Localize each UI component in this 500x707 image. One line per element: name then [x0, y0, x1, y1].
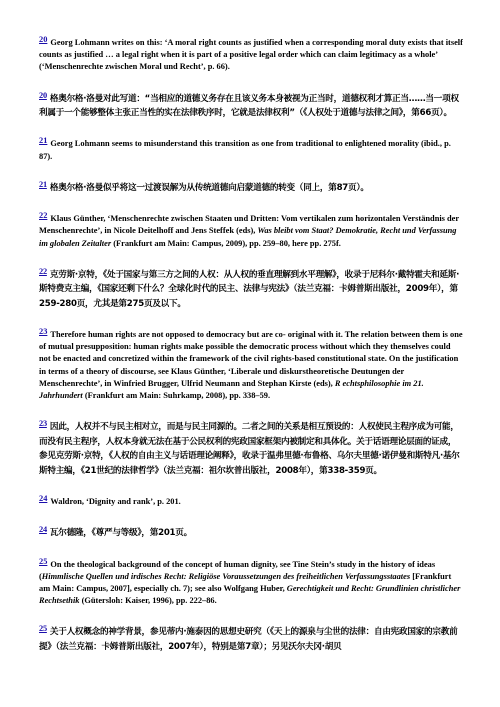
footnotes-page — [39, 34, 463, 669]
footnote-number-link[interactable]: 24 — [39, 525, 47, 535]
footnote-text: (Frankfurt am Main: Campus, 2009), pp. 259–80, here pp. 275f. — [111, 238, 341, 248]
footnote-number-link[interactable]: 24 — [39, 493, 48, 503]
footnote-22-en — [39, 210, 463, 250]
footnote-text: 因此，人权并不与民主相对立，而是与民主同源的。二者之间的关系是相互预设的：人权使民主程序成为可能，而没有民主程序，人权本身就无法在基于公民权利的宪政国家框架内被制定和具体化。关于话语理论层面的证成，参见克劳斯·京特，《人权的自由主义与话语理论阐释》，收录于温弗里德·布鲁格、乌尔夫里德·诺伊曼和斯特凡·基尔斯特主编，《21世纪的法律哲学》（法兰克福：祖尔坎普出版社，2008年），第338-359页。 — [39, 422, 460, 476]
footnote-text: 格奥尔格·洛曼对此写道：“当相应的道德义务存在且该义务本身被视为正当时，道德权利才算正当……当一项权利属于一个能够整体主张正当性的实在法律秩序时，它就是法律权利”（《人权处于道德与法律之间》，第66页）。 — [39, 93, 459, 119]
footnote-number-link[interactable]: 23 — [39, 327, 48, 337]
footnote-italic-title: R echtsphilosophie im 21. Jahrhundert — [39, 378, 424, 401]
footnote-text: Therefore human rights are not opposed to democracy but are co- original with it. The relation between them is one of mutual presupposition: human rights make possible the democratic process without which they themselves could not be enacted and concretized within the framework of the civil rights-based constitutional state. On the justification in terms of a theory of discourse, see Klaus Günther, ‘Liberale und diskurstheoretische Deutungen der Menschenrechte’, in Winfried Brugger, Ulfrid Neumann and Stephan Kirste (eds), — [39, 330, 463, 388]
footnote-21-en — [39, 135, 463, 162]
footnote-text: (Gütersloh: Kaiser, 1996), pp. 222–86. — [79, 596, 217, 606]
footnote-25-en — [39, 556, 463, 608]
footnote-italic-title: Was bleibt vom Staat? Demokratie, Recht und Verfassung im globalen Zeitalter — [39, 226, 457, 248]
footnote-22-zh — [39, 265, 463, 311]
footnote-20-en — [39, 34, 463, 74]
footnote-number-link[interactable]: 25 — [39, 556, 48, 566]
footnote-italic-title: Himmlische Quellen und irdisches Recht: Religiöse Voraussetzungen des freiheitlichen Verfassungsstaates — [41, 571, 411, 581]
footnote-25-zh — [39, 622, 463, 654]
footnote-text: On the theological background of the concept of human dignity, see Tine Stein’s study in the history of ideas ( — [39, 559, 436, 581]
footnote-text: 格奥尔格·洛曼似乎将这一过渡误解为从传统道德向启蒙道德的转变（同上，第87页）。 — [49, 182, 369, 193]
footnote-20-zh — [39, 89, 463, 121]
footnote-text: Georg Lohmann writes on this: ‘A moral right counts as justified when a corresponding moral duty exists that itself counts as justified … a legal right when it is part of a positive legal order which can claim legitimacy as a whole’ (‘Menschenrechte zwischen Moral und Recht’, p. 66). — [39, 38, 463, 72]
footnote-number-link[interactable]: 23 — [39, 419, 47, 429]
footnote-text: (Frankfurt am Main: Suhrkamp, 2008), pp. 338–59. — [82, 391, 271, 401]
footnote-number-link[interactable]: 20 — [39, 90, 47, 100]
footnote-number-link[interactable]: 22 — [39, 211, 48, 221]
footnote-number-link[interactable]: 21 — [39, 179, 47, 189]
footnote-text: [Frankfurt am Main: Campus, 2007], especially ch. 7); see also Wolfgang Huber, — [39, 571, 452, 593]
footnote-21-zh — [39, 178, 463, 195]
footnote-24-zh — [39, 523, 463, 540]
footnote-italic-title: Gerechtigkeit und Recht: Grundlinien christlicher Rechtsethik — [39, 583, 461, 606]
footnote-text: Georg Lohmann seems to misunderstand this transition as one from traditional to enlightened morality (ibid., p. 87). — [39, 139, 451, 161]
footnote-text: 瓦尔德隆，《尊严与等级》，第201页。 — [49, 528, 192, 539]
footnote-text: 关于人权概念的神学背景，参见蒂内·施泰因的思想史研究（《天上的源泉与尘世的法律：自由宪政国家的宗教前提》（法兰克福：卡姆普斯出版社，2007年），特别是第7章）；另见沃尔夫冈·胡贝 — [39, 627, 458, 652]
footnote-text: Waldron, ‘Dignity and rank’, p. 201. — [50, 496, 181, 506]
footnote-text: 克劳斯·京特，《处于国家与第三方之间的人权：从人权的垂直理解到水平理解》，收录于尼科尔·戴特霍夫和延斯·斯特费克主编，《国家还剩下什么？全球化时代的民主、法律与宪法》（法兰克福：卡姆普斯出版社，2009年），第259-280页，尤其是第275页及以下。 — [39, 269, 460, 309]
footnote-number-link[interactable]: 20 — [39, 35, 48, 44]
footnote-number-link[interactable]: 22 — [39, 266, 47, 276]
footnote-23-en — [39, 326, 463, 402]
footnote-24-en — [39, 493, 463, 508]
footnote-23-zh — [39, 417, 463, 478]
footnote-number-link[interactable]: 25 — [39, 624, 47, 634]
footnote-text: Klaus Günther, ‘Menschenrechte zwischen Staaten und Dritten: Vom vertikalen zum horizontalen Verständnis der Menschenrechte’, in Nicole Deitelhoff and Jens Steffek (eds), — [39, 214, 459, 236]
footnote-number-link[interactable]: 21 — [39, 136, 48, 146]
